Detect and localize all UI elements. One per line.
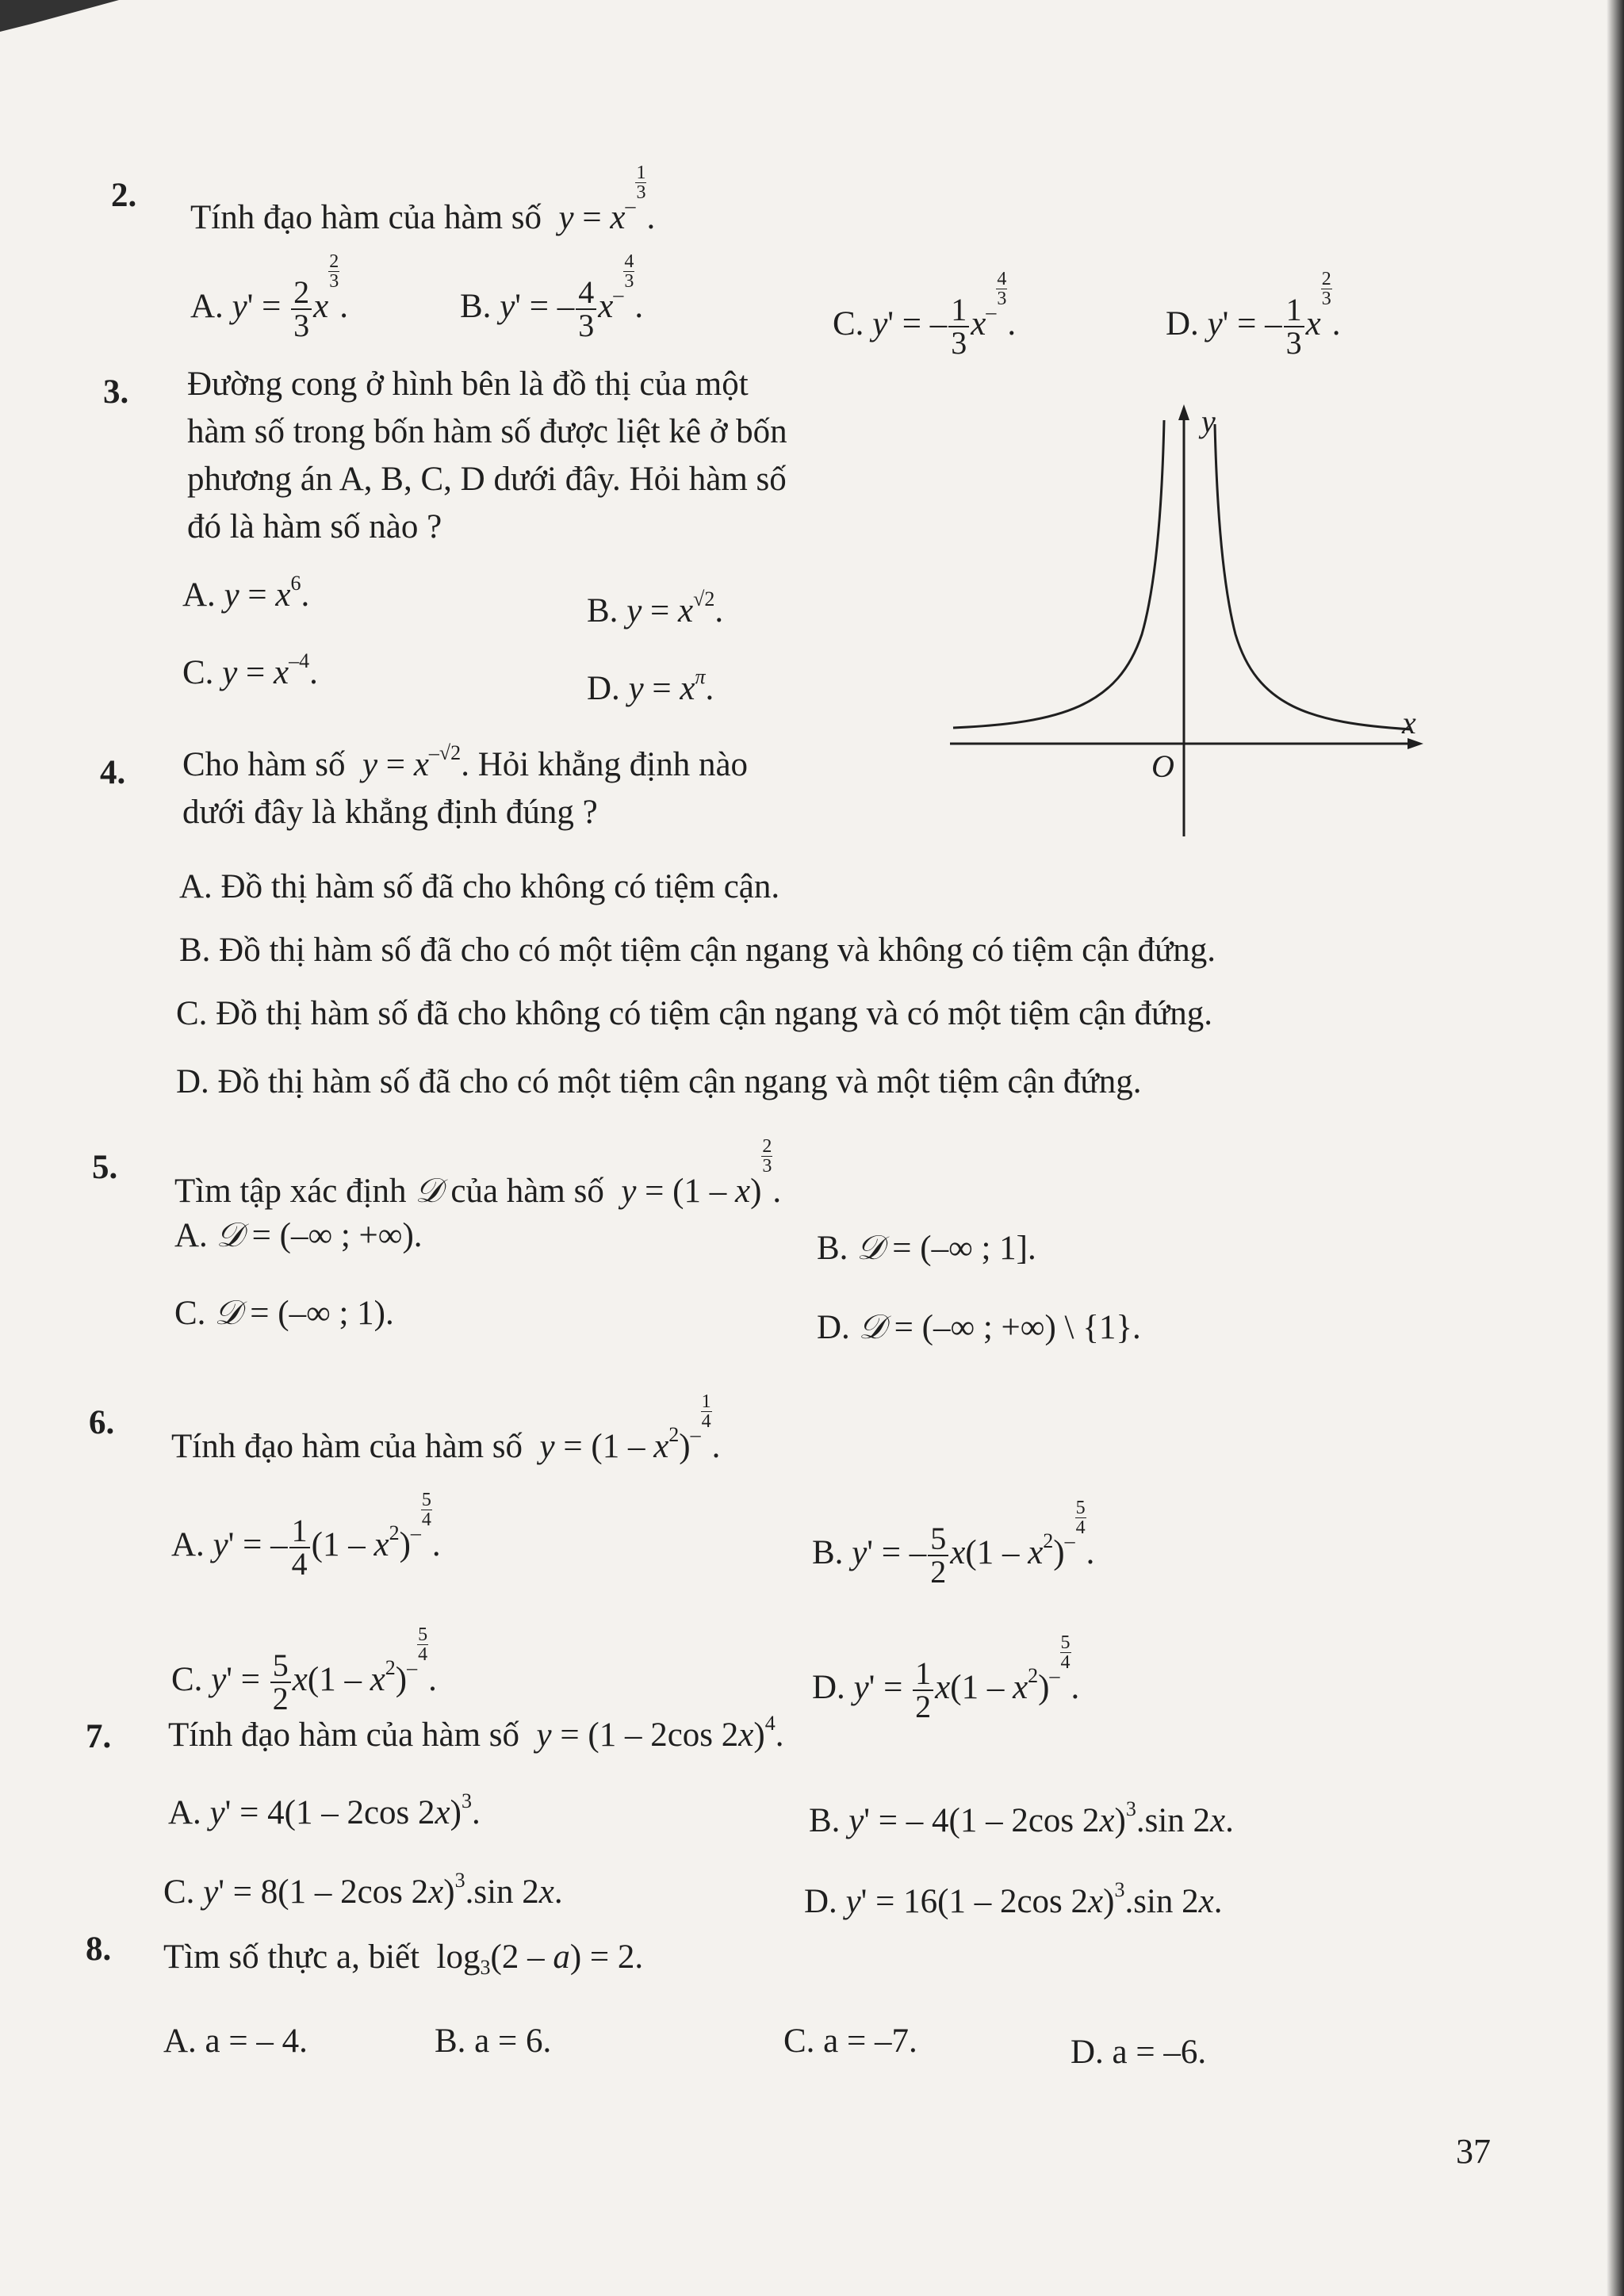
q7-option-a[interactable]: A. y' = 4(1 – 2cos 2x)$^3$. xyxy=(168,1789,481,1831)
q6-option-b-label: B. xyxy=(812,1534,844,1571)
q2-option-d[interactable]: D. y' = – $\frac{1}{3}$ x $^{\frac{2}{3}}$ . xyxy=(1166,269,1341,362)
q2-option-c[interactable]: C. y' = – $\frac{1}{3}$ $x^{- \frac{4}{3}}$ . xyxy=(833,269,1017,362)
q5-option-c-label: C. xyxy=(174,1295,206,1332)
q5-text-pre: Tìm tập xác định xyxy=(174,1173,407,1210)
q8-number: 8. xyxy=(86,1931,112,1968)
q7-statement: Tính đạo hàm của hàm số y = (1 – 2cos 2x)$^4$. xyxy=(168,1712,784,1754)
q3-option-b[interactable]: B. $y = x^{√2}$. xyxy=(587,587,724,629)
q6-option-a[interactable]: A. y' = – $\frac{1}{4}$ $(1 - x^2)^{- \frac{5}{4}}$ . xyxy=(171,1490,441,1582)
q2-option-c-label: C. xyxy=(833,305,864,342)
q7-option-d-label: D. xyxy=(804,1883,837,1920)
q8-statement: Tìm số thực a, biết $\log_3(2 - a) = 2$. xyxy=(163,1938,644,1979)
q7-option-c[interactable]: C. y' = 8(1 – 2cos 2x)$^3$.sin 2x. xyxy=(163,1869,563,1911)
q6-option-b[interactable]: B. y' = – $\frac{5}{2}$ $x(1 - x^2)^{- \frac{5}{4}}$ . xyxy=(812,1498,1095,1590)
q6-number: 6. xyxy=(89,1404,115,1441)
q5-option-a-label: A. xyxy=(174,1217,208,1254)
q3-option-a-label: A. xyxy=(182,576,216,614)
origin-label: O xyxy=(1151,748,1174,784)
q5-text-mid: của hàm số xyxy=(450,1173,604,1210)
q8-option-a[interactable]: A. a = – 4. xyxy=(163,2022,308,2060)
q6-text: Tính đạo hàm của hàm số xyxy=(171,1428,523,1465)
q6-option-a-label: A. xyxy=(171,1526,205,1563)
q6-option-c-label: C. xyxy=(171,1661,203,1698)
y-axis-arrow xyxy=(1178,404,1189,420)
q2-option-a[interactable]: A. y' = $\frac{2}{3}$ x $^{\frac{2}{3}}$ . xyxy=(190,251,348,344)
q2-number: 2. xyxy=(111,177,137,214)
q3-line-4: đó là hàm số nào ? xyxy=(187,508,442,545)
q5-option-b-value: = (–∞ ; 1]. xyxy=(892,1230,1036,1267)
q2-option-d-label: D. xyxy=(1166,305,1199,342)
q5-option-a[interactable]: A. 𝒟 = (–∞ ; +∞). xyxy=(174,1217,423,1254)
q7-option-d[interactable]: D. y' = 16(1 – 2cos 2x)$^3$.sin 2x. xyxy=(804,1878,1223,1920)
q4-number: 4. xyxy=(100,754,126,791)
q4-option-a[interactable]: A. Đồ thị hàm số đã cho không có tiệm cận. xyxy=(179,868,780,905)
q5-number: 5. xyxy=(92,1149,118,1186)
curve-left-branch xyxy=(953,420,1164,728)
q2-statement: Tính đạo hàm của hàm số $y = x^{- \frac{1}{3}}$ . xyxy=(190,163,656,236)
q5-option-c-value: = (–∞ ; 1). xyxy=(250,1295,394,1332)
q4-text-pre: Cho hàm số xyxy=(182,746,346,783)
page-number: 37 xyxy=(1456,2132,1491,2171)
q8-option-c[interactable]: C. a = –7. xyxy=(783,2022,917,2060)
curve-right-branch xyxy=(1215,424,1411,729)
q3-option-c[interactable]: C. $y = x^{-4}$. xyxy=(182,649,318,691)
q4-text-post: . Hỏi khẳng định nào xyxy=(461,746,749,783)
q3-number: 3. xyxy=(103,373,129,411)
q6-option-d-label: D. xyxy=(812,1669,845,1706)
q5-statement: Tìm tập xác định 𝒟 của hàm số y = (1 – x) $^{\frac{2}{3}}$ . xyxy=(174,1136,782,1210)
q5-option-d[interactable]: D. 𝒟 = (–∞ ; +∞) \ {1}. xyxy=(817,1309,1141,1346)
q8-text: Tìm số thực a, biết xyxy=(163,1938,420,1976)
function-graph xyxy=(944,396,1427,856)
q5-option-a-value: = (–∞ ; +∞). xyxy=(251,1217,423,1254)
q3-option-a[interactable]: A. $y = x^6$. xyxy=(182,572,310,614)
q7-option-b[interactable]: B. y' = – 4(1 – 2cos 2x)$^3$.sin 2x. xyxy=(809,1797,1234,1839)
q2-option-b-label: B. xyxy=(460,288,492,325)
x-axis-label: x xyxy=(1402,705,1416,740)
q5-option-b[interactable]: B. 𝒟 = (–∞ ; 1]. xyxy=(817,1230,1036,1267)
q7-text: Tính đạo hàm của hàm số xyxy=(168,1716,520,1754)
q2-option-b[interactable]: B. y' = – $\frac{4}{3}$ $x^{- \frac{4}{3}}$ . xyxy=(460,251,644,344)
q8-option-d[interactable]: D. a = –6. xyxy=(1071,2034,1207,2071)
scan-corner-mark xyxy=(0,0,127,32)
q3-option-b-label: B. xyxy=(587,592,619,629)
q5-option-b-label: B. xyxy=(817,1230,848,1267)
q3-line-2: hàm số trong bốn hàm số được liệt kê ở bốn xyxy=(187,413,787,450)
q7-option-a-label: A. xyxy=(168,1794,201,1831)
q3-option-c-label: C. xyxy=(182,654,214,691)
q8-option-b[interactable]: B. a = 6. xyxy=(435,2022,552,2060)
q5-option-c[interactable]: C. 𝒟 = (–∞ ; 1). xyxy=(174,1295,394,1332)
q7-option-b-label: B. xyxy=(809,1802,841,1839)
q2-text: Tính đạo hàm của hàm số xyxy=(190,199,542,236)
q6-option-d[interactable]: D. y' = $\frac{1}{2}$ $x(1 - x^2)^{- \frac{5}{4}}$ . xyxy=(812,1632,1080,1725)
q6-statement: Tính đạo hàm của hàm số $y = (1 - x^2)^{- \frac{1}{4}}$ . xyxy=(171,1391,721,1465)
q5-option-d-label: D. xyxy=(817,1309,850,1346)
q3-line-3: phương án A, B, C, D dưới đây. Hỏi hàm số xyxy=(187,461,787,498)
q4-line-2: dưới đây là khẳng định đúng ? xyxy=(182,794,598,831)
scan-right-edge xyxy=(1607,0,1624,2296)
q7-number: 7. xyxy=(86,1718,112,1755)
q4-option-d[interactable]: D. Đồ thị hàm số đã cho có một tiệm cận ngang và một tiệm cận đứng. xyxy=(176,1063,1142,1100)
q4-statement: Cho hàm số $y = x^{-√2}$. Hỏi khẳng định nào xyxy=(182,741,749,783)
q3-line-1: Đường cong ở hình bên là đồ thị của một xyxy=(187,365,749,403)
q3-option-d[interactable]: D. $y = x^\pi$. xyxy=(587,665,714,707)
y-axis-label: y xyxy=(1201,404,1216,439)
q4-option-c[interactable]: C. Đồ thị hàm số đã cho không có tiệm cận ngang và có một tiệm cận đứng. xyxy=(176,995,1213,1032)
q2-option-a-label: A. xyxy=(190,288,224,325)
q6-option-c[interactable]: C. y' = $\frac{5}{2}$ $x(1 - x^2)^{- \frac{5}{4}}$ . xyxy=(171,1624,437,1717)
q3-option-d-label: D. xyxy=(587,670,620,707)
q4-option-b[interactable]: B. Đồ thị hàm số đã cho có một tiệm cận ngang và không có tiệm cận đứng. xyxy=(179,932,1216,969)
q7-option-c-label: C. xyxy=(163,1873,195,1911)
q5-option-d-value: = (–∞ ; +∞) \ {1}. xyxy=(894,1309,1141,1346)
